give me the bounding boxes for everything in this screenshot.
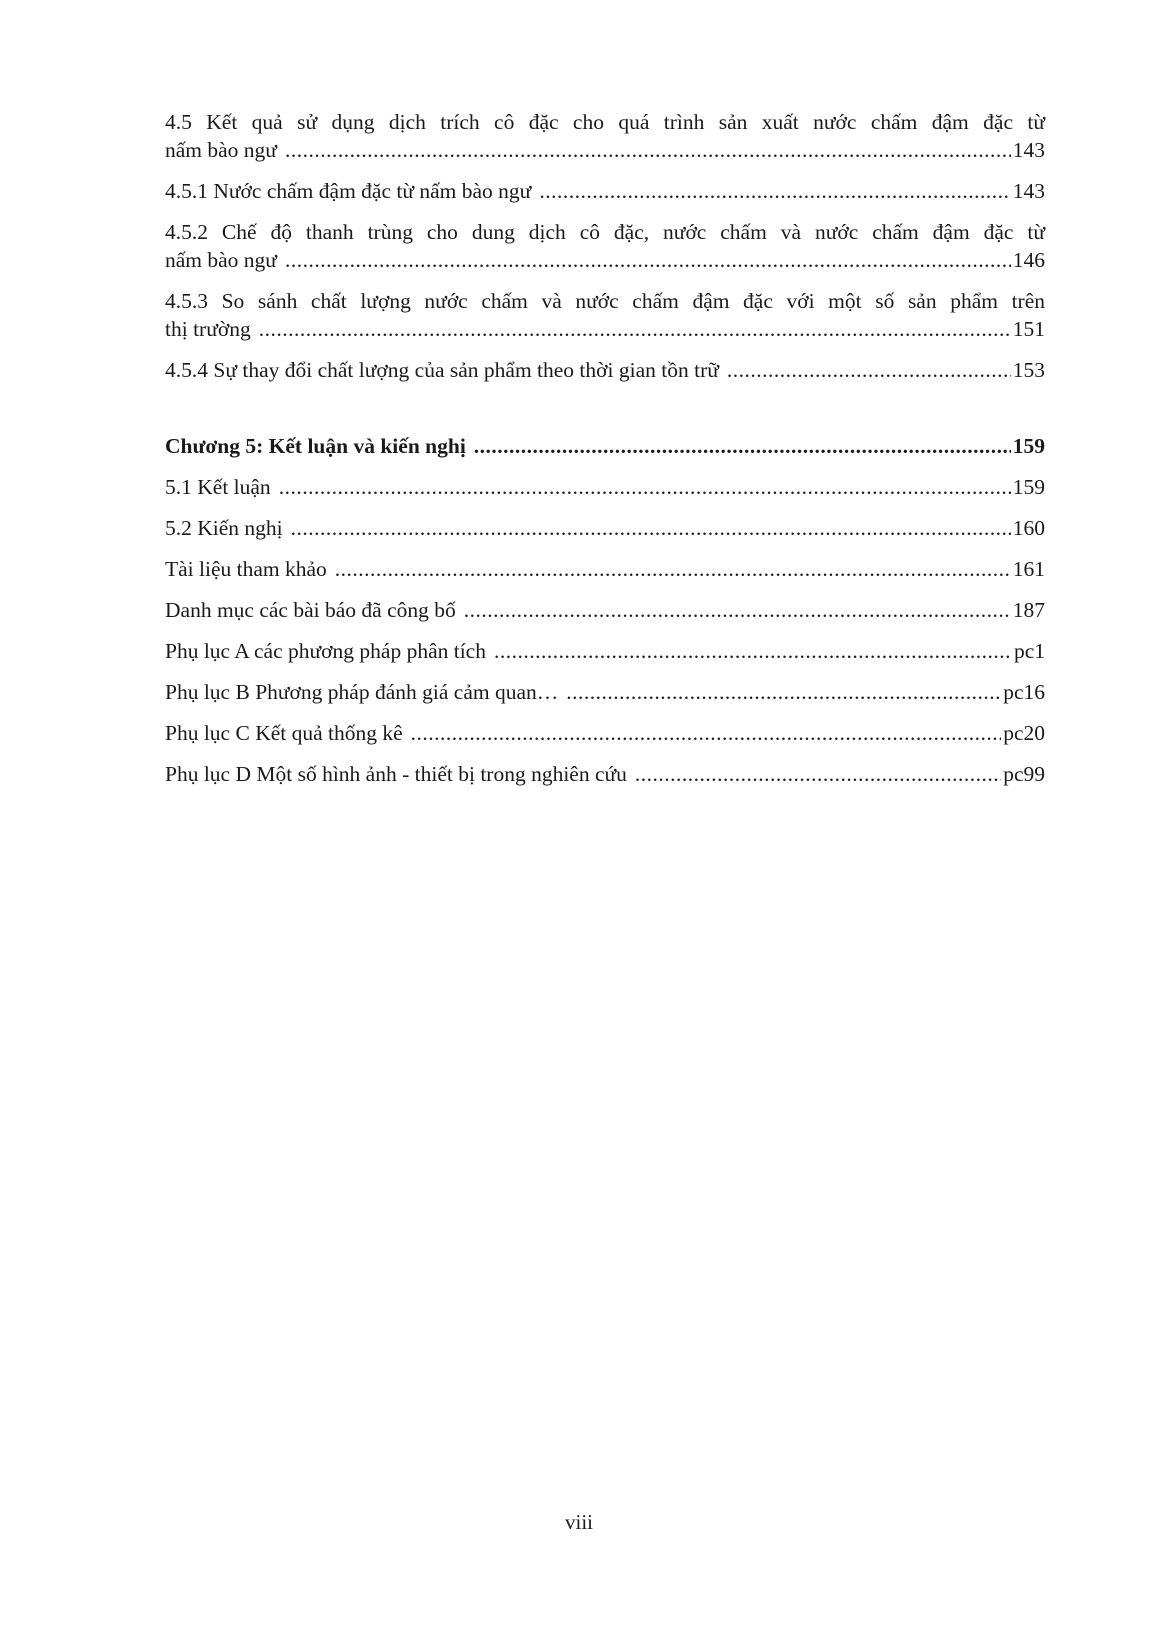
toc-page-number: 153 <box>1012 358 1045 382</box>
toc-page-number: 143 <box>1012 138 1045 162</box>
toc-entry-5-1 <box>165 473 1045 501</box>
dot-leader <box>335 555 1011 583</box>
toc-page-number: 187 <box>1012 598 1045 622</box>
toc-page-number: 151 <box>1012 317 1045 341</box>
toc-entry-title: Phụ lục D Một số hình ảnh - thiết bị trong nghiên cứu <box>165 762 627 786</box>
toc-entry-title: 4.5.4 Sự thay đổi chất lượng của sản phẩm theo thời gian tồn trữ <box>165 358 719 382</box>
toc-entry-title: 5.1 Kết luận <box>165 475 271 499</box>
toc-page-number: 161 <box>1012 557 1045 581</box>
toc-page-number: 159 <box>1012 434 1045 458</box>
toc-entry-appendix-a <box>165 637 1045 665</box>
toc-entry-title: Tài liệu tham khảo <box>165 557 327 581</box>
toc-entry-4-5-3 <box>165 287 1045 343</box>
toc-page-number: 159 <box>1012 475 1045 499</box>
toc-entry-title: Phụ lục B Phương pháp đánh giá cảm quan… <box>165 680 559 704</box>
dot-leader <box>539 177 1010 205</box>
toc-page-number: pc1 <box>1013 639 1045 663</box>
toc-page-number: pc99 <box>1003 762 1045 786</box>
toc-entry-title: thị trường <box>165 317 251 341</box>
toc-entry-appendix-b <box>165 678 1045 706</box>
dot-leader <box>464 596 1011 624</box>
dot-leader <box>635 760 1001 788</box>
table-of-contents <box>165 108 1045 801</box>
toc-entry-publications <box>165 596 1045 624</box>
toc-entry-title: Phụ lục C Kết quả thống kê <box>165 721 403 745</box>
toc-entry-4-5-4 <box>165 356 1045 384</box>
toc-entry-references <box>165 555 1045 583</box>
toc-entry-appendix-c <box>165 719 1045 747</box>
toc-page-number: pc20 <box>1003 721 1045 745</box>
toc-chapter-5 <box>165 432 1045 460</box>
toc-entry-title: nấm bào ngư <box>165 248 277 272</box>
toc-page-number: 160 <box>1012 516 1045 540</box>
dot-leader <box>291 514 1011 542</box>
toc-entry-title: 4.5.1 Nước chấm đậm đặc từ nấm bào ngư <box>165 179 532 203</box>
toc-entry-line: 4.5.3 So sánh chất lượng nước chấm và nước chấm đậm đặc với một số sản phẩm trên <box>165 289 1045 313</box>
toc-entry-4-5-2 <box>165 218 1045 274</box>
dot-leader <box>727 356 1011 384</box>
toc-page-number: pc16 <box>1003 680 1045 704</box>
dot-leader <box>259 315 1011 343</box>
toc-entry-title: Phụ lục A các phương pháp phân tích <box>165 639 486 663</box>
toc-entry-4-5 <box>165 108 1045 164</box>
toc-entry-5-2 <box>165 514 1045 542</box>
dot-leader <box>474 432 1011 460</box>
toc-entry-appendix-d <box>165 760 1045 788</box>
toc-chapter-title: Chương 5: Kết luận và kiến nghị <box>165 434 466 458</box>
toc-page-number: 146 <box>1012 248 1045 272</box>
toc-entry-title: Danh mục các bài báo đã công bố <box>165 598 456 622</box>
toc-entry-line: 4.5.2 Chế độ thanh trùng cho dung dịch cô đặc, nước chấm và nước chấm đậm đặc từ <box>165 220 1045 244</box>
dot-leader <box>494 637 1012 665</box>
toc-entry-title: nấm bào ngư <box>165 138 277 162</box>
toc-entry-title: 5.2 Kiến nghị <box>165 516 283 540</box>
toc-entry-line: 4.5 Kết quả sử dụng dịch trích cô đặc cho quá trình sản xuất nước chấm đậm đặc từ <box>165 110 1045 134</box>
dot-leader <box>279 473 1011 501</box>
page-number-footer: viii <box>564 1510 593 1534</box>
dot-leader <box>285 136 1011 164</box>
toc-entry-4-5-1 <box>165 177 1045 205</box>
dot-leader <box>566 678 1001 706</box>
dot-leader <box>285 246 1011 274</box>
toc-page-number: 143 <box>1012 179 1045 203</box>
dot-leader <box>411 719 1002 747</box>
